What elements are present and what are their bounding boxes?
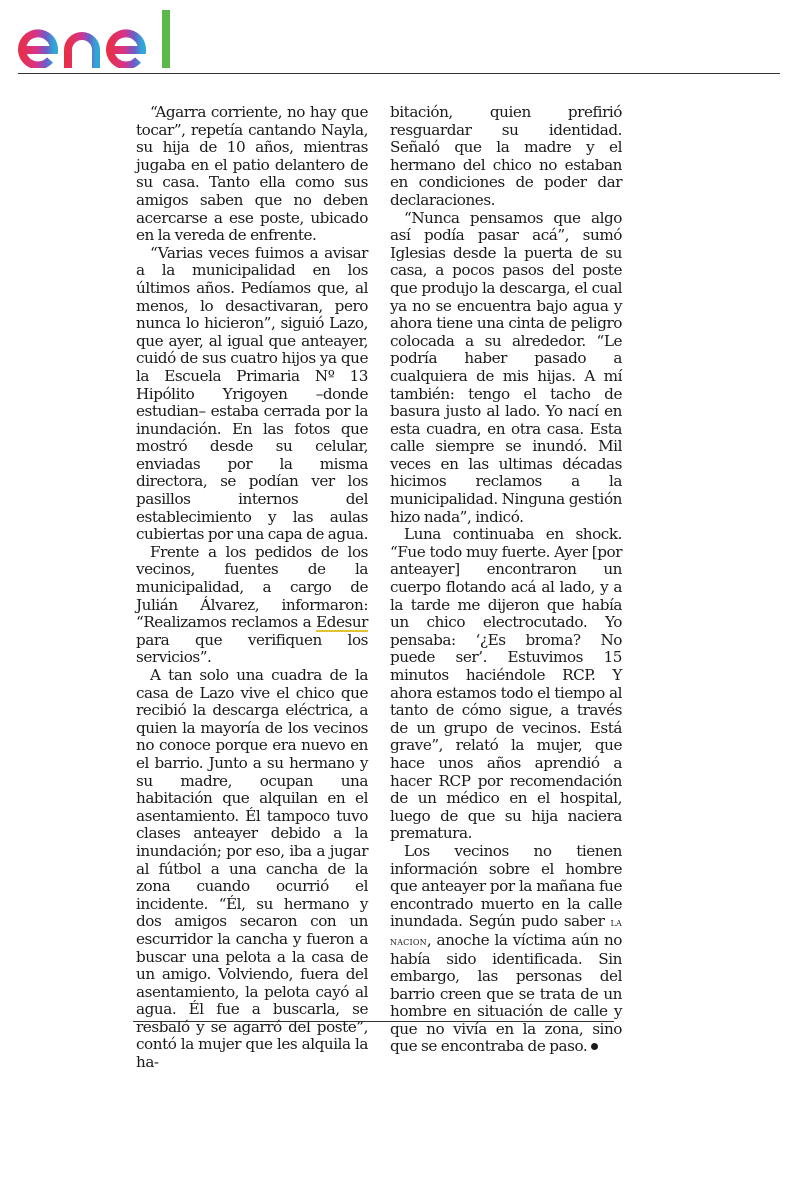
la-nacion-name: la nacion [390, 915, 622, 948]
edesur-highlight: Edesur [316, 613, 368, 632]
text-run: Los vecinos no tienen información sobre el hombre que anteayer por la mañana fue encontrado muerto en la calle inundada. Según pudo saber [390, 841, 622, 931]
footer-rule [133, 1021, 614, 1022]
enel-logo [14, 8, 180, 68]
paragraph: “Varias veces fuimos a avisar a la municipalidad en los últimos años. Pedíamos que, al menos, lo desactivaran, pero nunca lo hicieron”, siguió Lazo, que ayer, al igual que anteayer, cuidó de sus cuatro hijos ya que la Escuela Primaria Nº 13 Hipólito Yrigoyen –donde estudian– estaba cerrada por la inundación. En las fotos que mostró desde su celular, enviadas por la misma directora, se podían ver los pasillos internos del establecimiento y las aulas cubiertas por una capa de agua. [136, 243, 368, 544]
text-run: Frente a los pedidos de los vecinos, fuentes de la municipalidad, a cargo de Julián Álvarez, informaron: “Realizamos reclamos a [136, 542, 368, 632]
paragraph: Luna continuaba en shock. “Fue todo muy fuerte. Ayer [por anteayer] encontraron un cuerpo flotando acá al lado, y a la tarde me dijeron que había un chico electrocutado. Yo pensaba: ‘¿Es broma? No puede ser’. Estuvimos 15 minutos haciéndole RCP. Y ahora estamos todo el tiempo al tanto de cómo sigue, a través de un grupo de vecinos. Está grave”, relató la mujer, que hace unos años aprendió a hacer RCP por recomendación de un médico en el hospital, luego de que su hija naciera prematura. [390, 525, 622, 843]
text-run: para que verifiquen los servicios”. [136, 630, 368, 667]
paragraph: “Agarra corriente, no hay que tocar”, repetía cantando Nayla, su hija de 10 años, mientras jugaba en el patio delantero de su casa. Tanto ella como sus amigos saben que no deben acercarse a ese poste, ubicado en la vereda de enfrente. [136, 103, 368, 245]
paragraph [390, 843, 622, 1056]
paragraph: bitación, quien prefirió resguardar su identidad. Señaló que la madre y el hermano del chico no estaban en condiciones de poder dar declaraciones. [390, 103, 622, 209]
end-bullet-icon [591, 1043, 598, 1050]
article-column-left [136, 104, 368, 1072]
paragraph [136, 544, 368, 667]
text-run: , anoche la víctima aún no había sido identificada. Sin embargo, las personas del barrio creen que se trata de un hombre en situación de calle y que no vivía en la zona, sino que se encontraba de paso. [390, 930, 622, 1056]
paragraph: “Nunca pensamos que algo así podía pasar acá”, sumó Iglesias desde la puerta de su casa, a pocos pasos del poste que produjo la descarga, el cual ya no se encuentra bajo agua y ahora tiene una cinta de peligro colocada a su alrededor. “Le podría haber pasado a cualquiera de mis hijas. A mí también: tengo el tacho de basura justo al lado. Yo nací en esta cuadra, en otra casa. Esta calle siempre se inundó. Mil veces en las ultimas décadas hicimos reclamos a la municipalidad. Ninguna gestión hizo nada”, indicó. [390, 208, 622, 526]
paragraph: A tan solo una cuadra de la casa de Lazo vive el chico que recibió la descarga eléctrica, a quien la mayoría de los vecinos no conoce porque era nuevo en el barrio. Junto a su hermano y su madre, ocupan una habitación que alquilan en el asentamiento. Él tampoco tuvo clases anteayer debido a la inundación; por eso, iba a jugar al fútbol a una cancha de la zona cuando ocurrió el incidente. “Él, su hermano y dos amigos secaron con un escurridor la cancha y fueron a buscar una pelota a la casa de un amigo. Volviendo, fuera del asentamiento, la pelota cayó al agua. Él fue a buscarla, se resbaló y se agarró del poste”, contó la mujer que les alquila la ha- [136, 666, 368, 1072]
header-rule [18, 73, 780, 74]
article-column-right [390, 104, 622, 1056]
